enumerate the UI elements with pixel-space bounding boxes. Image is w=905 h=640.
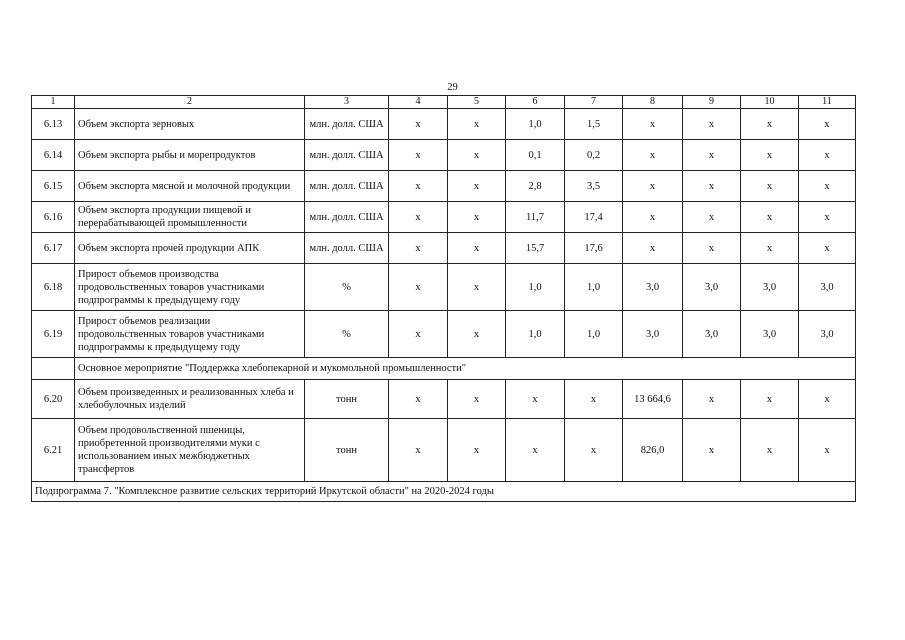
row-number: 6.21 xyxy=(32,419,75,482)
value-cell: 826,0 xyxy=(623,419,683,482)
value-cell: 2,8 xyxy=(506,171,565,202)
value-cell: х xyxy=(448,264,506,311)
header-cell: 8 xyxy=(623,96,683,109)
table-row xyxy=(32,380,856,419)
value-cell: х xyxy=(506,380,565,419)
value-cell: х xyxy=(683,109,741,140)
value-cell: 0,2 xyxy=(565,140,623,171)
value-cell: х xyxy=(799,171,856,202)
value-cell: х xyxy=(623,140,683,171)
header-cell: 6 xyxy=(506,96,565,109)
value-cell: х xyxy=(565,419,623,482)
unit-cell: % xyxy=(305,311,389,358)
value-cell: х xyxy=(799,233,856,264)
value-cell: х xyxy=(799,109,856,140)
row-number: 6.15 xyxy=(32,171,75,202)
value-cell: х xyxy=(565,380,623,419)
section-title: Основное мероприятие "Поддержка хлебопекарной и мукомольной промышленности" xyxy=(75,358,856,380)
value-cell: х xyxy=(448,380,506,419)
value-cell: х xyxy=(389,140,448,171)
table-row xyxy=(32,140,856,171)
header-cell: 7 xyxy=(565,96,623,109)
value-cell: х xyxy=(389,311,448,358)
table-row xyxy=(32,233,856,264)
value-cell: 3,0 xyxy=(799,264,856,311)
row-number: 6.14 xyxy=(32,140,75,171)
value-cell: х xyxy=(683,140,741,171)
value-cell: х xyxy=(683,171,741,202)
value-cell: х xyxy=(448,171,506,202)
section-blank-cell xyxy=(32,358,75,380)
value-cell: 3,0 xyxy=(741,264,799,311)
value-cell: 0,1 xyxy=(506,140,565,171)
value-cell: х xyxy=(741,171,799,202)
table-row xyxy=(32,264,856,311)
value-cell: х xyxy=(389,171,448,202)
row-number: 6.13 xyxy=(32,109,75,140)
indicator-name: Объем экспорта мясной и молочной продукции xyxy=(75,171,305,202)
indicators-table xyxy=(31,95,856,502)
indicator-name: Объем экспорта прочей продукции АПК xyxy=(75,233,305,264)
header-cell: 2 xyxy=(75,96,305,109)
value-cell: 17,4 xyxy=(565,202,623,233)
row-number: 6.17 xyxy=(32,233,75,264)
unit-cell: млн. долл. США xyxy=(305,171,389,202)
table-row xyxy=(32,109,856,140)
value-cell: х xyxy=(448,109,506,140)
header-cell: 5 xyxy=(448,96,506,109)
header-cell: 11 xyxy=(799,96,856,109)
value-cell: 3,0 xyxy=(683,311,741,358)
value-cell: 15,7 xyxy=(506,233,565,264)
value-cell: х xyxy=(741,202,799,233)
table-row xyxy=(32,171,856,202)
row-number: 6.19 xyxy=(32,311,75,358)
value-cell: х xyxy=(448,140,506,171)
value-cell: х xyxy=(799,140,856,171)
value-cell: х xyxy=(741,419,799,482)
value-cell: 1,0 xyxy=(565,311,623,358)
value-cell: х xyxy=(448,311,506,358)
subprogram-row xyxy=(32,482,856,502)
header-cell: 9 xyxy=(683,96,741,109)
value-cell: х xyxy=(448,202,506,233)
value-cell: х xyxy=(448,419,506,482)
row-number: 6.16 xyxy=(32,202,75,233)
value-cell: 1,0 xyxy=(565,264,623,311)
header-cell: 1 xyxy=(32,96,75,109)
unit-cell: млн. долл. США xyxy=(305,233,389,264)
unit-cell: млн. долл. США xyxy=(305,202,389,233)
header-cell: 10 xyxy=(741,96,799,109)
unit-cell: тонн xyxy=(305,380,389,419)
header-cell: 4 xyxy=(389,96,448,109)
value-cell: х xyxy=(741,380,799,419)
table-row xyxy=(32,419,856,482)
value-cell: х xyxy=(389,202,448,233)
unit-cell: млн. долл. США xyxy=(305,140,389,171)
value-cell: х xyxy=(741,140,799,171)
value-cell: 3,0 xyxy=(623,311,683,358)
value-cell: х xyxy=(799,419,856,482)
value-cell: х xyxy=(683,233,741,264)
value-cell: х xyxy=(389,419,448,482)
indicator-name: Прирост объемов производства продовольственных товаров участниками подпрограммы к предыдущему году xyxy=(75,264,305,311)
value-cell: х xyxy=(389,380,448,419)
section-row xyxy=(32,358,856,380)
row-number: 6.18 xyxy=(32,264,75,311)
value-cell: х xyxy=(623,202,683,233)
unit-cell: % xyxy=(305,264,389,311)
unit-cell: тонн xyxy=(305,419,389,482)
value-cell: х xyxy=(683,419,741,482)
value-cell: 13 664,6 xyxy=(623,380,683,419)
value-cell: х xyxy=(389,264,448,311)
indicator-name: Объем экспорта рыбы и морепродуктов xyxy=(75,140,305,171)
row-number: 6.20 xyxy=(32,380,75,419)
value-cell: х xyxy=(683,380,741,419)
value-cell: х xyxy=(506,419,565,482)
value-cell: 1,5 xyxy=(565,109,623,140)
value-cell: х xyxy=(741,109,799,140)
value-cell: х xyxy=(623,109,683,140)
value-cell: 3,0 xyxy=(683,264,741,311)
page-number: 29 xyxy=(447,82,458,93)
indicator-name: Объем продовольственной пшеницы, приобретенной производителями муки с использованием иных межбюджетных трансфертов xyxy=(75,419,305,482)
value-cell: х xyxy=(799,380,856,419)
value-cell: 3,0 xyxy=(799,311,856,358)
header-cell: 3 xyxy=(305,96,389,109)
indicator-name: Объем экспорта продукции пищевой и перерабатывающей промышленности xyxy=(75,202,305,233)
value-cell: х xyxy=(389,233,448,264)
value-cell: х xyxy=(799,202,856,233)
unit-cell: млн. долл. США xyxy=(305,109,389,140)
indicator-name: Прирост объемов реализации продовольственных товаров участниками подпрограммы к предыдущему году xyxy=(75,311,305,358)
value-cell: х xyxy=(741,233,799,264)
value-cell: 1,0 xyxy=(506,311,565,358)
value-cell: х xyxy=(389,109,448,140)
value-cell: х xyxy=(448,233,506,264)
value-cell: 17,6 xyxy=(565,233,623,264)
value-cell: х xyxy=(623,233,683,264)
table-row xyxy=(32,311,856,358)
value-cell: 1,0 xyxy=(506,264,565,311)
value-cell: 3,0 xyxy=(623,264,683,311)
column-number-header xyxy=(32,96,856,109)
value-cell: 11,7 xyxy=(506,202,565,233)
indicator-name: Объем произведенных и реализованных хлеба и хлебобулочных изделий xyxy=(75,380,305,419)
table-row xyxy=(32,202,856,233)
value-cell: х xyxy=(683,202,741,233)
value-cell: 3,5 xyxy=(565,171,623,202)
value-cell: х xyxy=(623,171,683,202)
value-cell: 1,0 xyxy=(506,109,565,140)
value-cell: 3,0 xyxy=(741,311,799,358)
indicator-name: Объем экспорта зерновых xyxy=(75,109,305,140)
subprogram-title: Подпрограмма 7. "Комплексное развитие сельских территорий Иркутской области" на 2020-2024 годы xyxy=(32,482,856,502)
